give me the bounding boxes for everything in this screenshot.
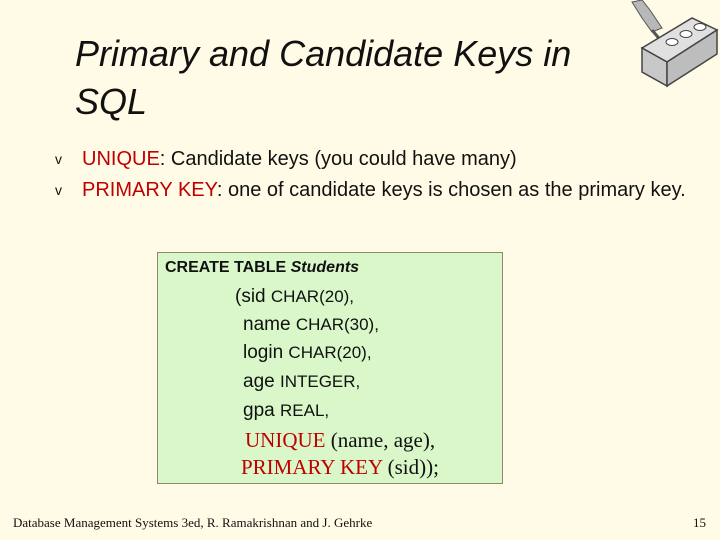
code-column-type: CHAR(20), (270, 287, 355, 306)
bullet-mark-icon: v (55, 151, 62, 167)
code-create-table-keyword: CREATE TABLE (165, 259, 291, 276)
code-line-primary-key (241, 455, 439, 480)
slide-title: Primary and Candidate Keys in SQL (75, 33, 572, 122)
bullet-list (55, 144, 695, 206)
code-line-login (243, 342, 372, 364)
bullet-text: : one of candidate keys is chosen as the primary key. (216, 179, 686, 201)
code-create-table-line (165, 259, 359, 277)
code-table-name: Students (290, 259, 360, 276)
code-column-name: age (243, 371, 280, 392)
code-line-unique (245, 428, 435, 453)
bullet-mark-icon: v (55, 182, 62, 198)
keyword-primary-key: PRIMARY KEY (82, 179, 217, 201)
trowel-and-brick-icon (612, 0, 720, 90)
code-line-sid (235, 286, 354, 308)
code-primary-key-columns: (sid)); (382, 455, 439, 479)
code-unique-keyword: UNIQUE (245, 428, 326, 452)
bullet-unique (55, 144, 695, 175)
keyword-unique: UNIQUE (82, 148, 160, 170)
code-column-type: INTEGER, (279, 372, 361, 391)
code-column-name: name (243, 314, 296, 335)
code-line-age (243, 371, 360, 393)
code-primary-key-keyword: PRIMARY KEY (241, 455, 383, 479)
code-line-gpa (243, 400, 329, 422)
bullet-text: : Candidate keys (you could have many) (159, 148, 517, 170)
code-column-name: (sid (235, 286, 271, 307)
code-unique-columns: (name, age), (325, 428, 436, 452)
code-column-name: gpa (243, 400, 280, 421)
slide-footer: Database Management Systems 3ed, R. Ramakrishnan and J. Gehrke (13, 515, 373, 530)
page-number: 15 (693, 515, 706, 530)
code-column-type: CHAR(20), (288, 343, 372, 362)
code-column-type: CHAR(30), (295, 315, 379, 334)
code-line-name (243, 314, 379, 336)
code-column-type: REAL, (279, 401, 330, 420)
bullet-primary-key (55, 175, 695, 206)
sql-code-box (157, 252, 503, 484)
code-column-name: login (243, 342, 289, 363)
